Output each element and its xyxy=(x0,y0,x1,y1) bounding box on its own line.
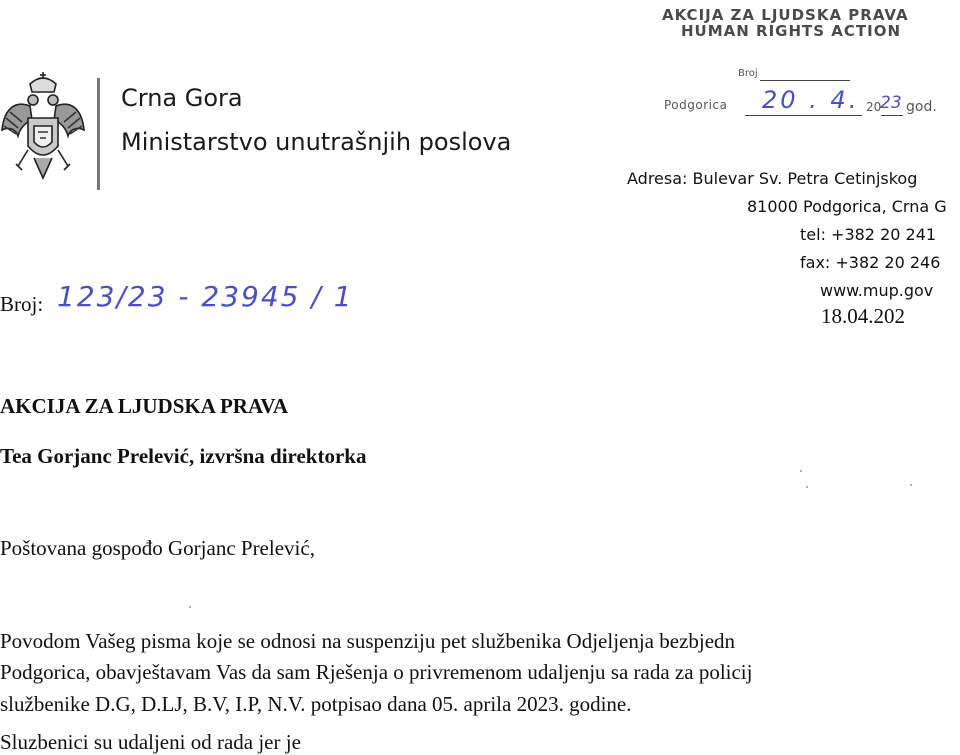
coat-of-arms-icon xyxy=(0,70,86,188)
stamp-handwritten-date: 20 . 4. xyxy=(762,86,860,114)
stamp-org-name: AKCIJA ZA LJUDSKA PRAVA xyxy=(662,6,909,24)
document-number-label: Broj: xyxy=(0,292,44,316)
country-name: Crna Gora xyxy=(121,84,243,112)
stamp-date-line xyxy=(745,115,862,116)
ministry-name: Ministarstvo unutrašnjih poslova xyxy=(121,128,512,156)
header-divider xyxy=(97,78,100,190)
scan-speck xyxy=(806,486,808,488)
scan-speck xyxy=(800,470,802,472)
body-line-1: Povodom Vašeg pisma koje se odnosi na suspenziju pet službenika Odjeljenja bezbjedn xyxy=(0,629,736,653)
salutation: Poštovana gospođo Gorjanc Prelević, xyxy=(0,536,315,560)
stamp-org-name-en: HUMAN RIGHTS ACTION xyxy=(681,22,902,40)
stamp-broj-line xyxy=(760,80,850,81)
address-street: Adresa: Bulevar Sv. Petra Cetinjskog xyxy=(627,169,918,188)
stamp-place-label: Podgorica xyxy=(664,98,728,112)
address-tel: tel: +382 20 241 xyxy=(800,225,937,244)
stamp-god-label: god. xyxy=(906,99,937,115)
body-line-3: službenike D.G, D.LJ, B.V, I.P, N.V. potpisao dana 05. aprila 2023. godine. xyxy=(0,692,632,716)
body-line-4: Sluzbenici su udaljeni od rada jer je xyxy=(0,730,301,754)
document-number-handwritten: 123/23 - 23945 / 1 xyxy=(57,280,354,313)
scan-speck xyxy=(189,606,191,608)
address-city: 81000 Podgorica, Crna G xyxy=(747,197,947,216)
stamp-broj-label: Broj xyxy=(738,68,758,79)
recipient-organization: AKCIJA ZA LJUDSKA PRAVA xyxy=(0,394,289,418)
stamp-year-prefix: 20 xyxy=(866,100,882,114)
address-fax: fax: +382 20 246 xyxy=(800,253,941,272)
stamp-handwritten-year: 23 xyxy=(880,93,902,113)
letter-date: 18.04.202 xyxy=(821,304,905,328)
stamp-year-line xyxy=(881,115,903,116)
recipient-person: Tea Gorjanc Prelević, izvršna direktorka xyxy=(0,444,367,468)
body-line-2: Podgorica, obavještavam Vas da sam Rješenja o privremenom udaljenju sa rada za policij xyxy=(0,660,753,684)
address-website: www.mup.gov xyxy=(820,281,934,300)
scan-speck xyxy=(910,484,912,486)
